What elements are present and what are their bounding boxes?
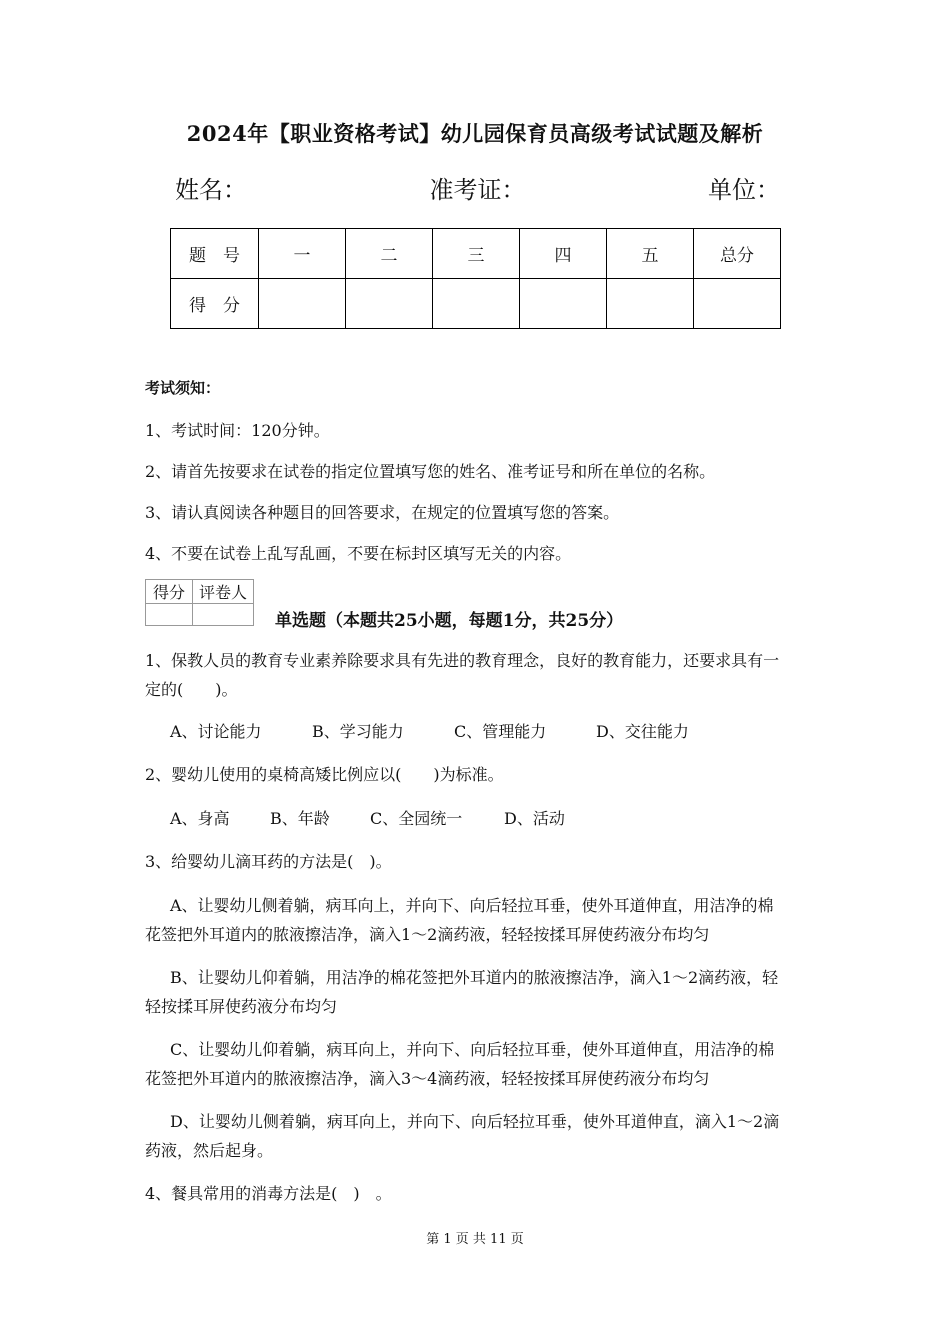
question-2-text: 2、婴幼儿使用的桌椅高矮比例应以( )为标准。 <box>145 765 504 784</box>
score-label: 得 分 <box>171 279 259 329</box>
unit-label: 单位： <box>708 176 780 204</box>
question-4-text: 4、餐具常用的消毒方法是( ) 。 <box>145 1184 392 1203</box>
score-table <box>170 228 781 329</box>
section-1-header: 一 <box>259 229 346 279</box>
q3-option-b-cont: 轻按揉耳屏使药液分布均匀 <box>145 997 338 1016</box>
score-table-header-row <box>171 229 781 279</box>
section-5-header: 五 <box>607 229 694 279</box>
page-footer: 第 1 页 共 11 页 <box>426 1232 524 1247</box>
q1-option-d: D、交往能力 <box>596 722 689 741</box>
question-1-text-cont: 定的( )。 <box>145 680 238 699</box>
name-label: 姓名： <box>175 176 247 204</box>
grader-score-cell <box>146 604 193 626</box>
grader-box <box>145 579 254 626</box>
q3-option-c-cont: 花签把外耳道内的脓液擦洁净，滴入3～4滴药液，轻轻按揉耳屏使药液分布均匀 <box>145 1069 710 1088</box>
candidate-info-line <box>175 170 780 205</box>
q2-option-d: D、活动 <box>504 809 565 828</box>
notice-item: 1、考试时间：120分钟。 <box>145 421 330 440</box>
section-3-header: 三 <box>433 229 520 279</box>
q2-option-b: B、年龄 <box>270 809 330 828</box>
q2-option-c: C、全园统一 <box>370 809 463 828</box>
question-number-label: 题 号 <box>171 229 259 279</box>
q1-option-a: A、讨论能力 <box>170 722 262 741</box>
page-title: 2024年【职业资格考试】幼儿园保育员高级考试试题及解析 <box>186 121 764 146</box>
score-cell-5 <box>607 279 694 329</box>
q3-option-c: C、让婴幼儿仰着躺，病耳向上，并向下、向后轻拉耳垂，使外耳道伸直，用洁净的棉 <box>170 1040 775 1059</box>
score-cell-2 <box>346 279 433 329</box>
q1-option-b: B、学习能力 <box>312 722 404 741</box>
score-cell-3 <box>433 279 520 329</box>
notice-item: 3、请认真阅读各种题目的回答要求，在规定的位置填写您的答案。 <box>145 503 620 522</box>
q3-option-d-cont: 药液，然后起身。 <box>145 1141 274 1160</box>
notice-item: 2、请首先按要求在试卷的指定位置填写您的姓名、准考证号和所在单位的名称。 <box>145 462 716 481</box>
section-2-header: 二 <box>346 229 433 279</box>
grader-name-cell <box>193 604 254 626</box>
total-header: 总分 <box>694 229 781 279</box>
exam-id-label: 准考证： <box>429 176 526 204</box>
notice-item: 4、不要在试卷上乱写乱画，不要在标封区填写无关的内容。 <box>145 544 572 563</box>
grader-score-label: 得分 <box>146 580 193 604</box>
notice-heading: 考试须知： <box>145 379 221 397</box>
score-table-score-row <box>171 279 781 329</box>
q3-option-a-cont: 花签把外耳道内的脓液擦洁净，滴入1～2滴药液，轻轻按揉耳屏使药液分布均匀 <box>145 925 710 944</box>
score-cell-4 <box>520 279 607 329</box>
grader-name-label: 评卷人 <box>193 580 254 604</box>
question-1-text: 1、保教人员的教育专业素养除要求具有先进的教育理念，良好的教育能力，还要求具有一 <box>145 651 780 670</box>
score-cell-total <box>694 279 781 329</box>
q3-option-b: B、让婴幼儿仰着躺，用洁净的棉花签把外耳道内的脓液擦洁净，滴入1～2滴药液，轻 <box>170 968 779 987</box>
q3-option-d: D、让婴幼儿侧着躺，病耳向上，并向下、向后轻拉耳垂，使外耳道伸直，滴入1～2滴 <box>170 1112 780 1131</box>
question-3-text: 3、给婴幼儿滴耳药的方法是( )。 <box>145 852 392 871</box>
q2-option-a: A、身高 <box>170 809 230 828</box>
q1-option-c: C、管理能力 <box>454 722 547 741</box>
section-4-header: 四 <box>520 229 607 279</box>
section-title: 单选题（本题共25小题，每题1分，共25分） <box>275 611 624 631</box>
score-cell-1 <box>259 279 346 329</box>
q3-option-a: A、让婴幼儿侧着躺，病耳向上，并向下、向后轻拉耳垂，使外耳道伸直，用洁净的棉 <box>170 896 774 915</box>
